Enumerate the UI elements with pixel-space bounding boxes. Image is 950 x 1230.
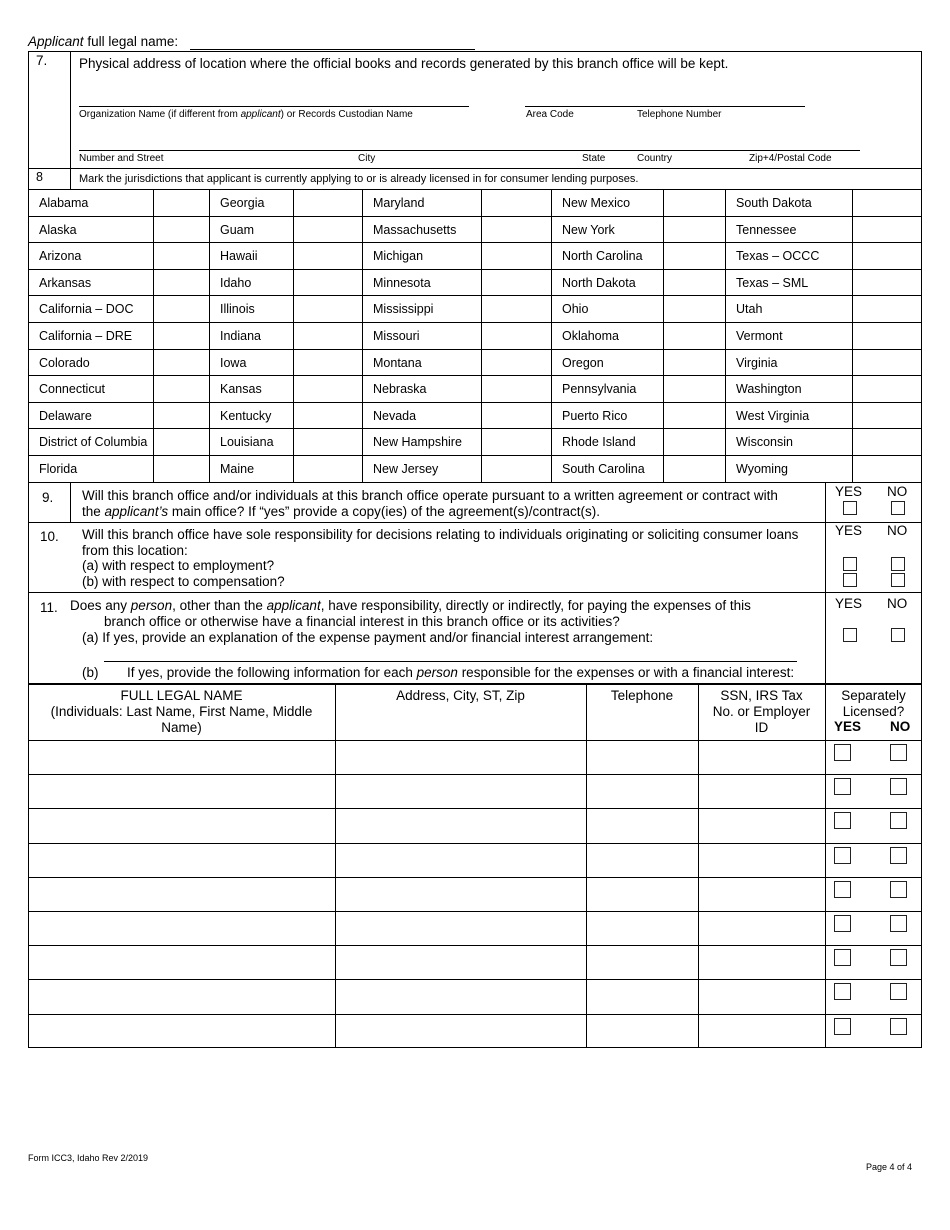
jurisdiction-name: Alaska (39, 222, 77, 237)
jurisdiction-name: New York (562, 222, 615, 237)
table-name-cell[interactable] (29, 1015, 334, 1047)
table-ssn-cell[interactable] (699, 741, 824, 773)
table-telephone-cell[interactable] (587, 980, 697, 1012)
q9-yes-label: YES (835, 484, 863, 499)
jurisdiction-mark-cell[interactable] (853, 323, 921, 348)
table-name-cell[interactable] (29, 912, 334, 944)
applicant-name-label-rest: full legal name: (87, 34, 179, 49)
jurisdiction-mark-cell[interactable] (154, 350, 208, 375)
jurisdiction-mark-cell[interactable] (154, 429, 208, 454)
table-ssn-cell[interactable] (699, 878, 824, 910)
q11-yes-label: YES (835, 596, 863, 611)
address-field[interactable] (79, 150, 860, 151)
q9-yes-checkbox[interactable] (843, 501, 857, 515)
jurisdiction-grid-vline (551, 189, 552, 482)
licensed-no-checkbox[interactable] (890, 949, 907, 966)
q11-no-checkbox[interactable] (891, 628, 905, 642)
q10-a: (a) with respect to employment? (82, 558, 275, 573)
table-ssn-cell[interactable] (699, 809, 824, 841)
jurisdiction-name: South Dakota (736, 196, 812, 210)
jurisdiction-mark-cell[interactable] (294, 350, 361, 375)
jurisdiction-mark-cell[interactable] (853, 350, 921, 375)
table-address-cell[interactable] (336, 878, 585, 910)
jurisdiction-mark-cell[interactable] (482, 270, 550, 295)
col-header-ssn (698, 688, 825, 736)
licensed-no-checkbox[interactable] (890, 1018, 907, 1035)
jurisdiction-name: Ohio (562, 302, 589, 317)
jurisdiction-name: Massachusetts (373, 222, 457, 237)
phone-field[interactable] (525, 106, 805, 107)
col-header-name (28, 688, 335, 736)
licensed-yes-checkbox[interactable] (834, 812, 851, 829)
table-ssn-cell[interactable] (699, 775, 824, 807)
jurisdiction-name: Michigan (373, 249, 424, 264)
table-name-cell[interactable] (29, 809, 334, 841)
jurisdiction-mark-cell[interactable] (294, 217, 361, 242)
jurisdiction-name: West Virginia (736, 408, 810, 423)
jurisdiction-mark-cell[interactable] (294, 296, 361, 321)
q8-grid-bottom (28, 482, 922, 483)
jurisdiction-mark-cell[interactable] (664, 376, 724, 401)
q8-top-border (28, 168, 922, 169)
jurisdiction-name: Missouri (373, 329, 420, 343)
jurisdiction-mark-cell[interactable] (154, 217, 208, 242)
q9-answer-divider (825, 482, 826, 684)
jurisdiction-name: Rhode Island (562, 435, 636, 450)
col-header-ssn-l2: No. or Employer (712, 704, 811, 719)
q10a-no-checkbox[interactable] (891, 557, 905, 571)
jurisdiction-mark-cell[interactable] (853, 403, 921, 428)
q9-line1: Will this branch office and/or individuals at this branch office operate pursuant to a written agreement or contract with (82, 488, 778, 503)
col-header-address: Address, City, ST, Zip (396, 688, 525, 703)
table-name-cell[interactable] (29, 946, 334, 978)
q11-a: (a) If yes, provide an explanation of the expense payment and/or financial interest arrangement: (82, 630, 654, 645)
jurisdiction-name: Minnesota (373, 275, 431, 290)
table-ssn-cell[interactable] (699, 844, 824, 876)
jurisdiction-name: Nevada (373, 408, 417, 423)
q8-number: 8 (36, 170, 43, 184)
table-name-cell[interactable] (29, 741, 334, 773)
jurisdiction-name: Wyoming (736, 462, 788, 476)
table-address-cell[interactable] (336, 844, 585, 876)
jurisdiction-mark-cell[interactable] (482, 243, 550, 268)
jurisdiction-mark-cell[interactable] (664, 270, 724, 295)
jurisdiction-mark-cell[interactable] (664, 403, 724, 428)
table-name-cell[interactable] (29, 775, 334, 807)
jurisdiction-mark-cell[interactable] (294, 190, 361, 215)
jurisdiction-grid-vline (725, 189, 726, 482)
jurisdiction-mark-cell[interactable] (853, 376, 921, 401)
jurisdiction-mark-cell[interactable] (853, 217, 921, 242)
q11-b-rule (104, 661, 797, 662)
licensed-yes-checkbox[interactable] (834, 744, 851, 761)
q10-line1: Will this branch office have sole responsibility for decisions relating to individuals originating or soliciting consumer loans (82, 527, 799, 542)
table-ssn-cell[interactable] (699, 980, 824, 1012)
jurisdiction-mark-cell[interactable] (853, 190, 921, 215)
jurisdiction-mark-cell[interactable] (664, 429, 724, 454)
table-telephone-cell[interactable] (587, 912, 697, 944)
q11-yes-checkbox[interactable] (843, 628, 857, 642)
jurisdiction-name: Arkansas (39, 275, 92, 290)
licensed-no-checkbox[interactable] (890, 778, 907, 795)
form-id: Form ICC3, Idaho Rev 2/2019 (28, 1153, 149, 1163)
jurisdiction-mark-cell[interactable] (154, 270, 208, 295)
jurisdiction-mark-cell[interactable] (482, 190, 550, 215)
q11-b-label: (b) (82, 665, 99, 680)
table-address-cell[interactable] (336, 946, 585, 978)
q9-number-divider (70, 482, 71, 522)
jurisdiction-name: Arizona (39, 249, 82, 264)
jurisdiction-mark-cell[interactable] (664, 456, 724, 481)
jurisdiction-grid-vline (209, 189, 210, 482)
jurisdiction-name: Illinois (220, 302, 255, 317)
city-label: City (358, 153, 376, 164)
jurisdiction-name: Guam (220, 222, 255, 237)
col-header-name-l3: Name) (161, 720, 202, 735)
applicant-word: Applicant (28, 34, 84, 49)
table-telephone-cell[interactable] (587, 809, 697, 841)
table-ssn-cell[interactable] (699, 946, 824, 978)
q10b-yes-checkbox[interactable] (843, 573, 857, 587)
jurisdiction-name: Delaware (39, 408, 92, 423)
q7-text: Physical address of location where the official books and records generated by this branch office will be kept. (79, 56, 729, 71)
col-header-ssn-l3: ID (754, 720, 769, 735)
q11-line2: branch office or otherwise have a financial interest in this branch office or its activities? (104, 614, 620, 629)
applicant-name-label (28, 34, 178, 49)
licensed-yes-checkbox[interactable] (834, 847, 851, 864)
table-telephone-cell[interactable] (587, 878, 697, 910)
jurisdiction-name: Alabama (39, 196, 89, 210)
col-header-name-l1: FULL LEGAL NAME (120, 688, 243, 703)
q10-line2: from this location: (82, 543, 188, 558)
q11-b-text: If yes, provide the following information for each person responsible for the expenses or with a financial interest: (127, 665, 795, 680)
jurisdiction-mark-cell[interactable] (853, 243, 921, 268)
jurisdiction-mark-cell[interactable] (482, 403, 550, 428)
jurisdiction-name: Nebraska (373, 382, 427, 397)
jurisdiction-mark-cell[interactable] (294, 403, 361, 428)
jurisdiction-name: California – DRE (39, 329, 133, 343)
jurisdiction-mark-cell[interactable] (664, 296, 724, 321)
jurisdiction-name: Vermont (736, 329, 783, 343)
col-header-yes: YES (834, 719, 862, 734)
q8-number-divider (70, 168, 71, 189)
jurisdiction-name: New Jersey (373, 462, 439, 476)
page-number: Page 4 of 4 (866, 1162, 913, 1172)
q10-no-label: NO (887, 523, 908, 538)
jurisdiction-mark-cell[interactable] (294, 429, 361, 454)
jurisdiction-name: Hawaii (220, 249, 258, 264)
licensed-yes-checkbox[interactable] (834, 778, 851, 795)
jurisdiction-mark-cell[interactable] (482, 296, 550, 321)
table-name-cell[interactable] (29, 878, 334, 910)
jurisdiction-name: Wisconsin (736, 435, 793, 450)
jurisdiction-name: North Carolina (562, 249, 643, 264)
jurisdiction-mark-cell[interactable] (664, 350, 724, 375)
table-name-cell[interactable] (29, 980, 334, 1012)
q8-text: Mark the jurisdictions that applicant is currently applying to or is already licensed in for consumer lending purposes. (79, 173, 639, 185)
jurisdiction-name: New Hampshire (373, 435, 462, 450)
q10-number: 10. (40, 529, 59, 544)
zip-label: Zip+4/Postal Code (749, 153, 832, 164)
jurisdiction-name: Idaho (220, 275, 252, 290)
jurisdiction-name: Oregon (562, 355, 604, 370)
jurisdiction-name: Kentucky (220, 408, 272, 423)
jurisdiction-mark-cell[interactable] (154, 323, 208, 348)
jurisdiction-name: Texas – SML (736, 275, 809, 290)
applicant-name-field[interactable] (190, 49, 475, 50)
col-header-no: NO (890, 719, 911, 734)
jurisdiction-name: Puerto Rico (562, 408, 628, 423)
street-label: Number and Street (79, 153, 164, 164)
jurisdiction-name: Maine (220, 462, 255, 476)
jurisdiction-name: New Mexico (562, 196, 631, 210)
jurisdiction-mark-cell[interactable] (664, 243, 724, 268)
q11-number: 11. (40, 600, 58, 615)
licensed-yes-checkbox[interactable] (834, 983, 851, 1000)
area-code-label: Area Code (526, 109, 574, 120)
jurisdiction-mark-cell[interactable] (294, 376, 361, 401)
state-label: State (582, 153, 606, 164)
q9-bottom-border (28, 522, 922, 523)
jurisdiction-name: Texas – OCCC (736, 249, 820, 264)
col-header-ssn-l1: SSN, IRS Tax (720, 688, 803, 703)
jurisdiction-name: South Carolina (562, 462, 645, 476)
jurisdiction-mark-cell[interactable] (154, 456, 208, 481)
col-header-telephone: Telephone (610, 688, 674, 703)
table-address-cell[interactable] (336, 775, 585, 807)
jurisdiction-mark-cell[interactable] (853, 296, 921, 321)
licensed-no-checkbox[interactable] (890, 744, 907, 761)
q9-number: 9. (42, 490, 54, 505)
q9-no-label: NO (887, 484, 908, 499)
jurisdiction-grid-vline (362, 189, 363, 482)
org-name-label: Organization Name (if different from applicant) or Records Custodian Name (79, 109, 413, 120)
jurisdiction-name: Tennessee (736, 222, 797, 237)
licensed-yes-checkbox[interactable] (834, 949, 851, 966)
jurisdiction-mark-cell[interactable] (853, 270, 921, 295)
jurisdiction-name: California – DOC (39, 302, 134, 317)
jurisdiction-mark-cell[interactable] (482, 350, 550, 375)
jurisdiction-name: North Dakota (562, 275, 636, 290)
jurisdiction-mark-cell[interactable] (154, 190, 208, 215)
table-address-cell[interactable] (336, 809, 585, 841)
jurisdiction-mark-cell[interactable] (664, 217, 724, 242)
jurisdiction-name: Montana (373, 355, 422, 370)
jurisdiction-name: Indiana (220, 329, 262, 343)
table-name-cell[interactable] (29, 844, 334, 876)
jurisdiction-mark-cell[interactable] (482, 217, 550, 242)
table-address-cell[interactable] (336, 912, 585, 944)
table-telephone-cell[interactable] (587, 741, 697, 773)
jurisdiction-mark-cell[interactable] (154, 296, 208, 321)
col-header-licensed-l1: Separately (841, 688, 906, 703)
q9-line2: the applicant’s main office? If “yes” provide a copy(ies) of the agreement(s)/contract(s). (82, 504, 600, 519)
org-name-field[interactable] (79, 106, 469, 107)
jurisdiction-mark-cell[interactable] (853, 429, 921, 454)
jurisdiction-mark-cell[interactable] (482, 323, 550, 348)
table-telephone-cell[interactable] (587, 775, 697, 807)
q10-bottom-border (28, 592, 922, 593)
table-telephone-cell[interactable] (587, 946, 697, 978)
table-address-cell[interactable] (336, 980, 585, 1012)
jurisdiction-name: Virginia (736, 355, 778, 370)
jurisdiction-name: Colorado (39, 355, 90, 370)
jurisdiction-name: Georgia (220, 196, 265, 210)
licensed-no-checkbox[interactable] (890, 915, 907, 932)
jurisdiction-mark-cell[interactable] (294, 323, 361, 348)
jurisdiction-mark-cell[interactable] (853, 456, 921, 481)
licensed-no-checkbox[interactable] (890, 847, 907, 864)
q10a-yes-checkbox[interactable] (843, 557, 857, 571)
jurisdiction-mark-cell[interactable] (154, 243, 208, 268)
jurisdiction-mark-cell[interactable] (664, 190, 724, 215)
jurisdiction-name: Connecticut (39, 382, 106, 397)
col-header-licensed (825, 688, 922, 720)
jurisdiction-mark-cell[interactable] (482, 376, 550, 401)
jurisdiction-mark-cell[interactable] (482, 429, 550, 454)
jurisdiction-mark-cell[interactable] (294, 243, 361, 268)
jurisdiction-name: Utah (736, 302, 763, 317)
table-col-divider-4 (825, 684, 826, 1048)
jurisdiction-mark-cell[interactable] (294, 270, 361, 295)
licensed-yes-checkbox[interactable] (834, 1018, 851, 1035)
jurisdiction-name: Florida (39, 462, 78, 476)
jurisdiction-name: Washington (736, 382, 802, 397)
jurisdiction-name: Pennsylvania (562, 382, 637, 397)
licensed-no-checkbox[interactable] (890, 812, 907, 829)
table-ssn-cell[interactable] (699, 912, 824, 944)
q9-no-checkbox[interactable] (891, 501, 905, 515)
q7-number: 7. (36, 53, 48, 68)
q11-line1: Does any person, other than the applicant, have responsibility, directly or indirectly, for paying the expenses of this (70, 598, 751, 613)
jurisdiction-mark-cell[interactable] (482, 456, 550, 481)
q10-b: (b) with respect to compensation? (82, 574, 285, 589)
jurisdiction-name: Oklahoma (562, 329, 619, 343)
jurisdiction-name: Mississippi (373, 302, 434, 317)
jurisdiction-mark-cell[interactable] (664, 323, 724, 348)
table-address-cell[interactable] (336, 1015, 585, 1047)
licensed-yes-checkbox[interactable] (834, 915, 851, 932)
col-header-licensed-l2: Licensed? (842, 704, 905, 719)
q10-yes-label: YES (835, 523, 863, 538)
jurisdiction-name: District of Columbia (39, 435, 148, 450)
q10b-no-checkbox[interactable] (891, 573, 905, 587)
telephone-label: Telephone Number (637, 109, 722, 120)
q7-number-divider (70, 51, 71, 168)
col-header-name-l2: (Individuals: Last Name, First Name, Middle (50, 704, 313, 719)
jurisdiction-name: Louisiana (220, 435, 274, 450)
licensed-no-checkbox[interactable] (890, 983, 907, 1000)
licensed-yes-checkbox[interactable] (834, 881, 851, 898)
table-address-cell[interactable] (336, 741, 585, 773)
jurisdiction-mark-cell[interactable] (154, 376, 208, 401)
country-label: Country (637, 153, 673, 164)
table-ssn-cell[interactable] (699, 1015, 824, 1047)
jurisdiction-mark-cell[interactable] (294, 456, 361, 481)
table-telephone-cell[interactable] (587, 1015, 697, 1047)
table-telephone-cell[interactable] (587, 844, 697, 876)
jurisdiction-name: Iowa (220, 355, 247, 370)
licensed-no-checkbox[interactable] (890, 881, 907, 898)
jurisdiction-name: Maryland (373, 196, 425, 210)
q11-no-label: NO (887, 596, 908, 611)
jurisdiction-name: Kansas (220, 382, 262, 397)
jurisdiction-mark-cell[interactable] (154, 403, 208, 428)
